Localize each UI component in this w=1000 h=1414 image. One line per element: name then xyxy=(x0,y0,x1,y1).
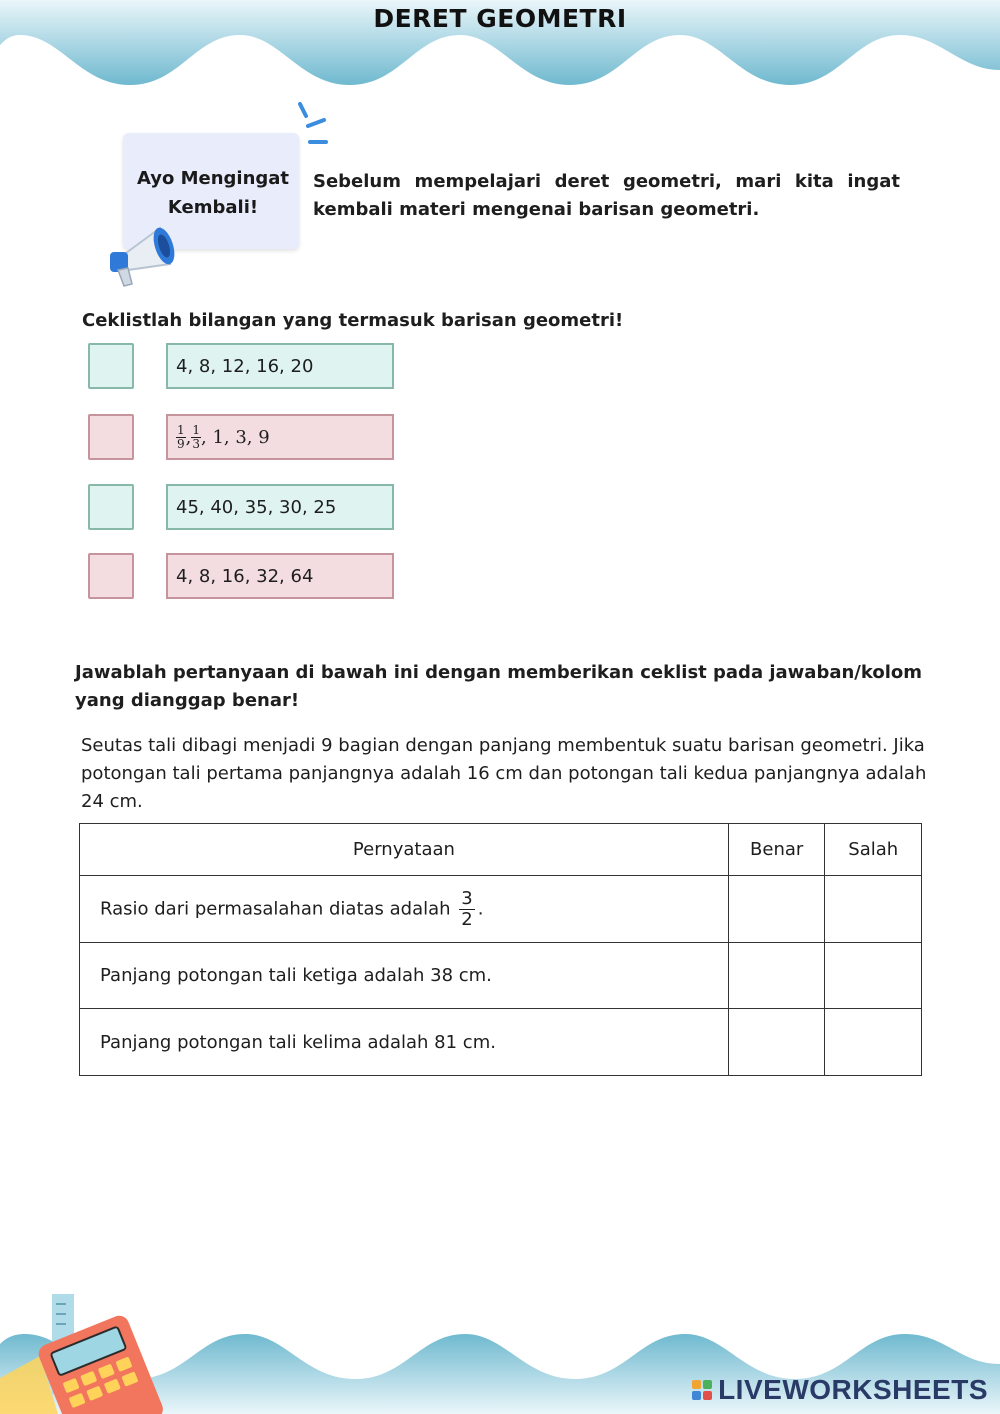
sparkle-lines-icon xyxy=(292,100,338,150)
false-answer-cell[interactable] xyxy=(825,943,922,1009)
fraction-numerator: 3 xyxy=(461,887,473,909)
option-checkbox[interactable] xyxy=(88,484,134,530)
table-row xyxy=(80,876,922,943)
option-checkbox[interactable] xyxy=(88,343,134,389)
statement-suffix: . xyxy=(477,898,484,919)
fraction xyxy=(191,424,201,451)
brand-logo xyxy=(692,1372,988,1408)
fraction xyxy=(176,424,186,451)
true-answer-cell[interactable] xyxy=(728,1009,825,1076)
true-answer-cell[interactable] xyxy=(728,876,825,943)
page-title: DERET GEOMETRI xyxy=(373,4,627,33)
header-true: Benar xyxy=(728,824,825,876)
fraction-denominator: 9 xyxy=(177,436,185,451)
calculator-ruler-illustration xyxy=(0,1290,170,1414)
header-statement: Pernyataan xyxy=(80,824,729,876)
statement-cell xyxy=(80,1009,729,1076)
option-row xyxy=(88,414,394,462)
checklist-instruction: Ceklistlah bilangan yang termasuk barisan geometri! xyxy=(82,310,624,331)
option-row xyxy=(88,553,394,601)
reminder-card-line1: Ayo Mengingat xyxy=(136,168,290,189)
megaphone-icon xyxy=(98,206,190,290)
header-false: Salah xyxy=(825,824,922,876)
fraction-denominator: 2 xyxy=(461,908,473,930)
fraction xyxy=(459,889,474,930)
statement-text: Panjang potongan tali kelima adalah 81 cm. xyxy=(100,1031,496,1053)
brand-grid-icon xyxy=(692,1380,712,1400)
option-row xyxy=(88,484,394,532)
table-instruction: Jawablah pertanyaan di bawah ini dengan memberikan ceklist pada jawaban/kolom yang dianggap benar! xyxy=(75,662,923,711)
fraction-denominator: 3 xyxy=(192,436,201,451)
table-row xyxy=(80,943,922,1009)
statement-text: Panjang potongan tali ketiga adalah 38 cm. xyxy=(100,965,492,986)
option-checkbox[interactable] xyxy=(88,553,134,599)
table-header-row xyxy=(80,824,922,876)
fraction-numerator: 1 xyxy=(192,422,201,437)
intro-text: Sebelum mempelajari deret geometri, mari kita ingat kembali materi mengenai barisan geometri. xyxy=(313,171,900,220)
true-answer-cell[interactable] xyxy=(728,943,825,1009)
option-row xyxy=(88,343,394,391)
fraction-numerator: 1 xyxy=(177,422,185,437)
comma: , xyxy=(185,426,192,448)
table-row xyxy=(80,1009,922,1076)
option-label xyxy=(166,414,394,460)
false-answer-cell[interactable] xyxy=(825,1009,922,1076)
statement-table xyxy=(79,823,922,1076)
reminder-card-line2: Kembali! xyxy=(167,197,259,218)
option-label: 4, 8, 12, 16, 20 xyxy=(166,343,394,389)
option-label: 45, 40, 35, 30, 25 xyxy=(166,484,394,530)
sequence-rest: , 1, 3, 9 xyxy=(201,426,270,448)
false-answer-cell[interactable] xyxy=(825,876,922,943)
problem-statement: Seutas tali dibagi menjadi 9 bagian dengan panjang membentuk suatu barisan geometri. Jika potongan tali pertama panjangnya adalah 16 cm dan potongan tali kedua panjangnya adalah 24 cm. xyxy=(81,735,927,812)
statement-cell xyxy=(80,943,729,1009)
statement-cell xyxy=(80,876,729,943)
option-label: 4, 8, 16, 32, 64 xyxy=(166,553,394,599)
option-checkbox[interactable] xyxy=(88,414,134,460)
brand-name: LIVEWORKSHEETS xyxy=(718,1374,988,1405)
statement-text: Rasio dari permasalahan diatas adalah xyxy=(100,898,451,919)
